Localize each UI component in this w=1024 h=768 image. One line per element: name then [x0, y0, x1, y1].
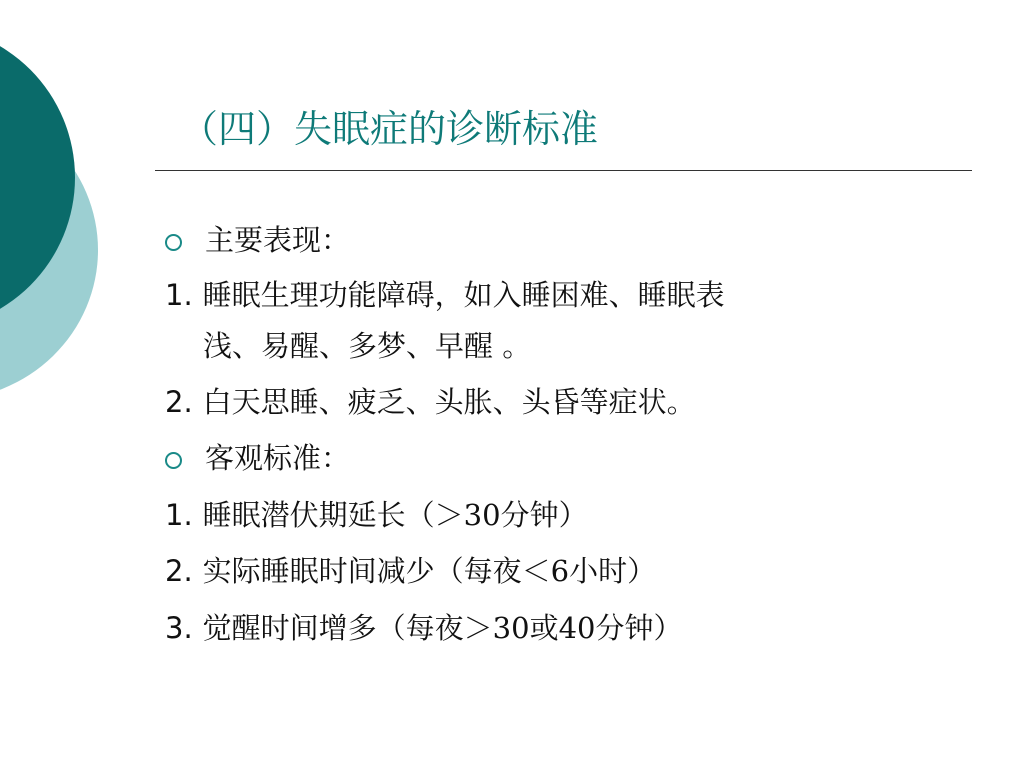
decorative-circles	[0, 0, 110, 420]
item-text: 浅、易醒、多梦、早醒 。	[203, 329, 532, 363]
section-heading-objective	[165, 440, 350, 476]
list-item	[165, 384, 696, 420]
list-item	[165, 553, 656, 589]
section-heading-text: 主要表现：	[205, 223, 351, 257]
section-heading-main	[165, 222, 350, 258]
item-text: 睡眠潜伏期延长（＞30分钟）	[202, 498, 588, 532]
section-heading-text: 客观标准：	[205, 441, 351, 475]
circle-bullet-icon	[165, 452, 182, 469]
item-text: 觉醒时间增多（每夜＞30或40分钟）	[202, 611, 683, 645]
item-number: 1.	[165, 278, 193, 312]
item-number: 2.	[165, 385, 193, 419]
circle-bullet-icon	[165, 234, 182, 251]
item-number: 3.	[165, 611, 193, 645]
item-text: 白天思睡、疲乏、头胀、头昏等症状。	[202, 385, 696, 419]
item-text: 睡眠生理功能障碍，如入睡困难、睡眠表	[202, 278, 725, 312]
item-number: 1.	[165, 498, 193, 532]
list-item	[165, 277, 725, 313]
list-item	[165, 497, 588, 533]
list-item	[165, 610, 682, 646]
title-divider	[155, 170, 972, 171]
item-number: 2.	[165, 554, 193, 588]
slide-title: （四）失眠症的诊断标准	[180, 107, 599, 151]
item-text: 实际睡眠时间减少（每夜＜6小时）	[202, 554, 657, 588]
list-item-continuation	[165, 328, 531, 364]
